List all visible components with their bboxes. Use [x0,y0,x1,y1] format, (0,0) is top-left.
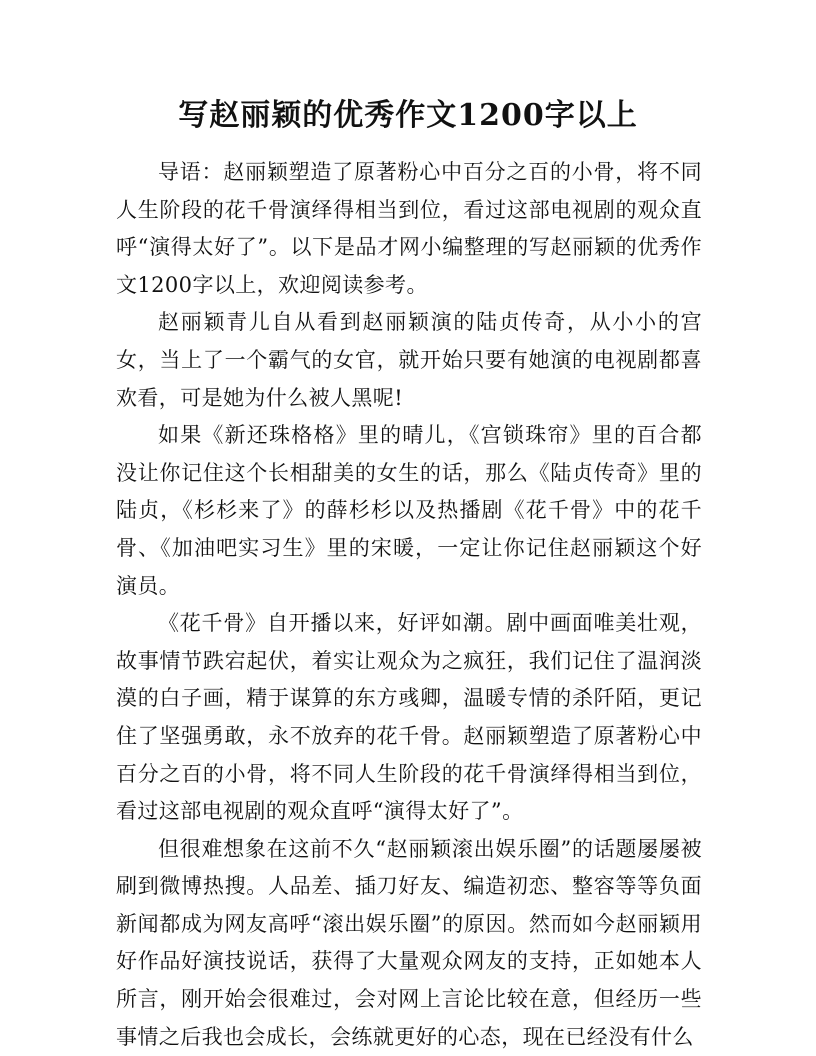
paragraph: 赵丽颖青儿自从看到赵丽颖演的陆贞传奇，从小小的宫女，当上了一个霸气的女官，就开始只要有她演的电视剧都喜欢看，可是她为什么被人黑呢! [116,310,702,410]
paragraph-intro: 导语：赵丽颖塑造了原著粉心中百分之百的小骨，将不同人生阶段的花千骨演绎得相当到位，看过这部电视剧的观众直呼“演得太好了”。以下是品才网小编整理的写赵丽颖的优秀作文1200字以上，欢迎阅读参考。 [116,160,702,297]
paragraph: 《花千骨》自开播以来，好评如潮。剧中画面唯美壮观，故事情节跌宕起伏，着实让观众为之疯狂，我们记住了温润淡漠的白子画，精于谋算的东方彧卿，温暖专情的杀阡陌，更记住了坚强勇敢，永不放弃的花千骨。赵丽颖塑造了原著粉心中百分之百的小骨，将不同人生阶段的花千骨演绎得相当到位，看过这部电视剧的观众直呼“演得太好了”。 [116,611,702,824]
document-title: 写赵丽颖的优秀作文1200字以上 [178,98,638,133]
paragraph: 如果《新还珠格格》里的晴儿，《宫锁珠帘》里的百合都没让你记住这个长相甜美的女生的话，那么《陆贞传奇》里的陆贞，《杉杉来了》的薛杉杉以及热播剧《花千骨》中的花千骨、《加油吧实习生》里的宋暖，一定让你记住赵丽颖这个好演员。 [116,423,702,598]
document-body [116,154,702,1056]
paragraph: 但很难想象在这前不久“赵丽颖滚出娱乐圈”的话题屡屡被刷到微博热搜。人品差、插刀好友、编造初恋、整容等等负面新闻都成为网友高呼“滚出娱乐圈”的原因。然而如今赵丽颖用好作品好演技说话，获得了大量观众网友的支持，正如她本人所言，刚开始会很难过，会对网上言论比较在意，但经历一些事情之后我也会成长，会练就更好的心态，现在已经没有什么 [116,836,702,1049]
